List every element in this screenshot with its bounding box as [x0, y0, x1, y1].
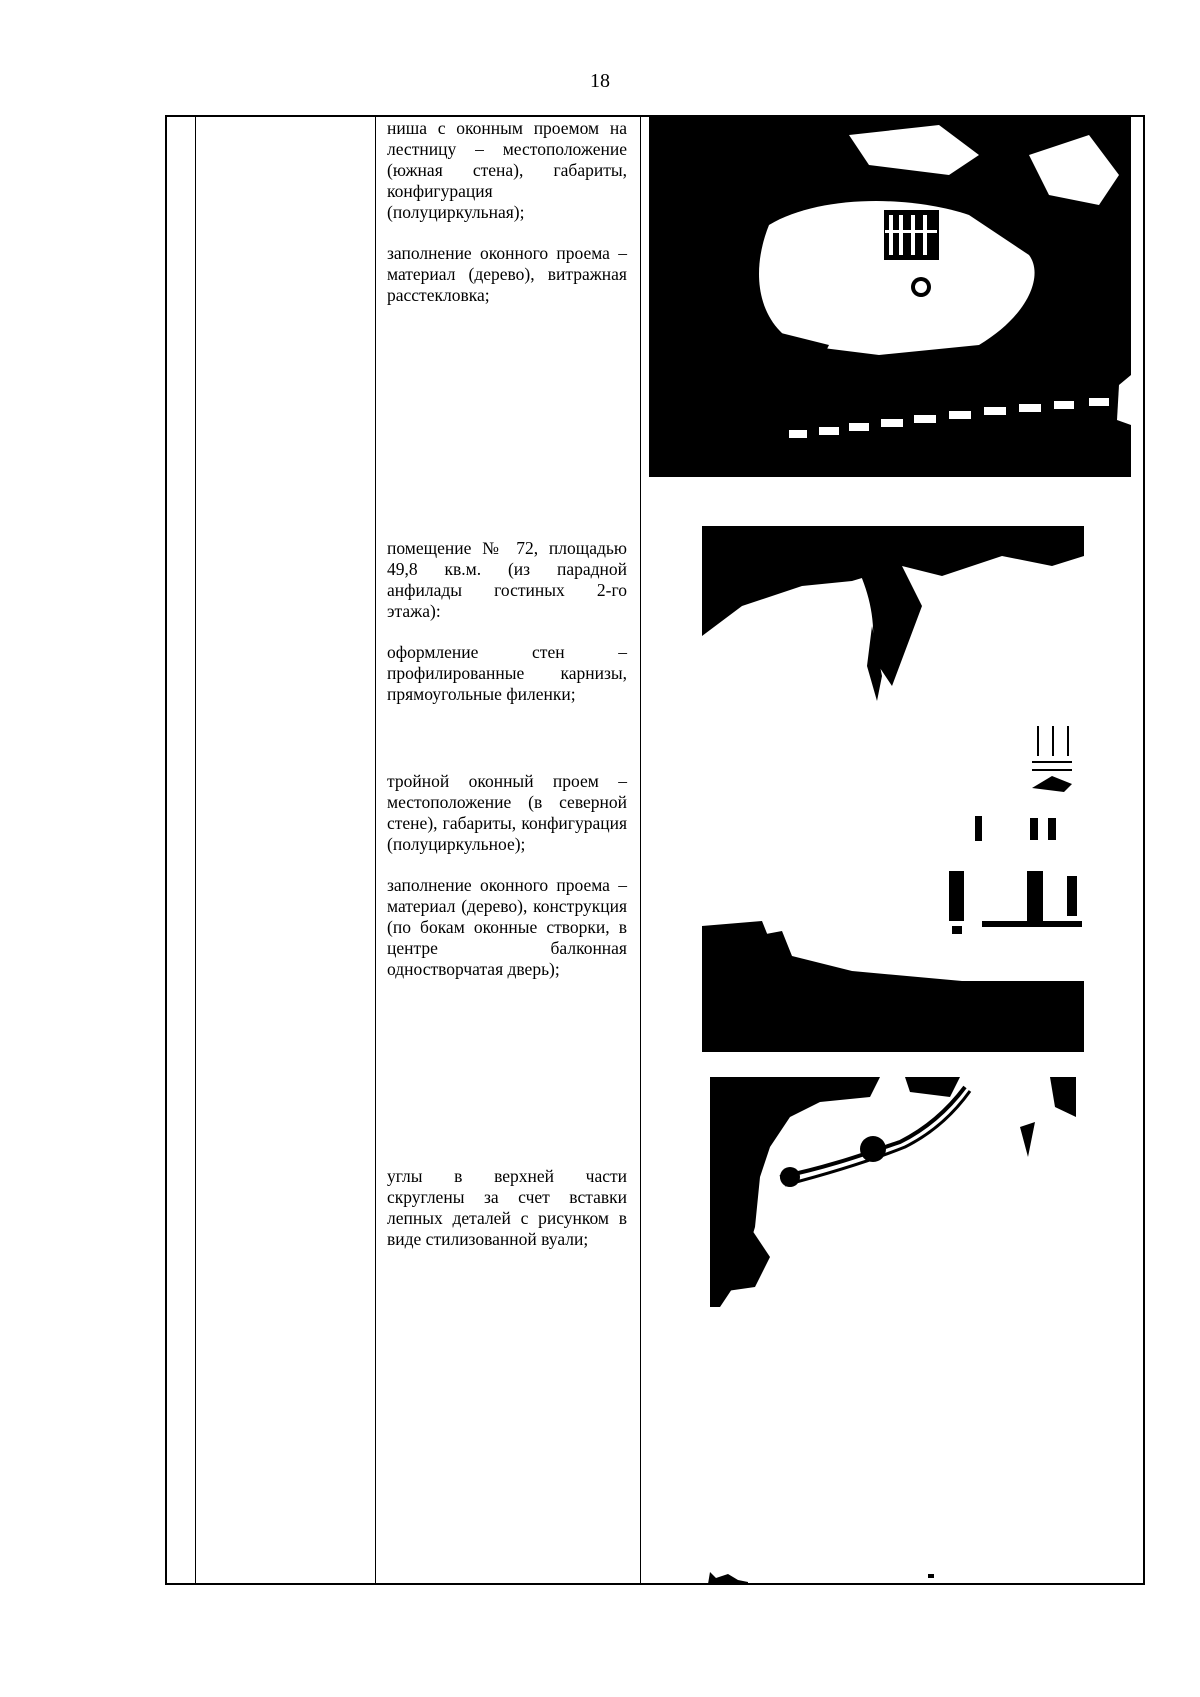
description-block-4 — [387, 1166, 627, 1250]
column-divider-1 — [195, 115, 196, 1585]
column-divider-3 — [640, 115, 641, 1585]
paragraph: заполнение оконного проема – материал (дерево), конструкция (по бокам оконные створки, в центре балконная одностворчатая дверь); — [387, 875, 627, 979]
paragraph: помещение № 72, площадью 49,8 кв.м. (из парадной анфилады гостиных 2-го этажа): — [387, 538, 627, 621]
paragraph: углы в верхней части скруглены за счет вставки лепных деталей с рисунком в виде стилизованной вуали; — [387, 1166, 627, 1249]
page-number: 18 — [590, 70, 610, 92]
photo-stairwell-niche — [649, 115, 1131, 477]
paragraph: заполнение оконного проема – материал (дерево), витражная расстекловка; — [387, 243, 627, 305]
paragraph: оформление стен – профилированные карнизы, прямоугольные филенки; — [387, 642, 627, 704]
paragraph: тройной оконный проем – местоположение (в северной стене), габариты, конфигурация (полуциркульное); — [387, 771, 627, 854]
photo-stucco-veil-detail — [710, 1077, 1076, 1307]
table-left-border — [165, 115, 167, 1585]
table-right-border — [1143, 115, 1145, 1585]
paragraph: ниша с оконным проемом на лестницу – местоположение (южная стена), габариты, конфигурация (полуциркульная); — [387, 118, 627, 222]
description-block-1 — [387, 118, 627, 306]
column-divider-2 — [375, 115, 376, 1585]
description-block-3 — [387, 771, 627, 980]
description-block-2 — [387, 538, 627, 705]
photo-room-72-window — [702, 526, 1084, 1052]
photo-fragment-bottom — [708, 1568, 1078, 1584]
